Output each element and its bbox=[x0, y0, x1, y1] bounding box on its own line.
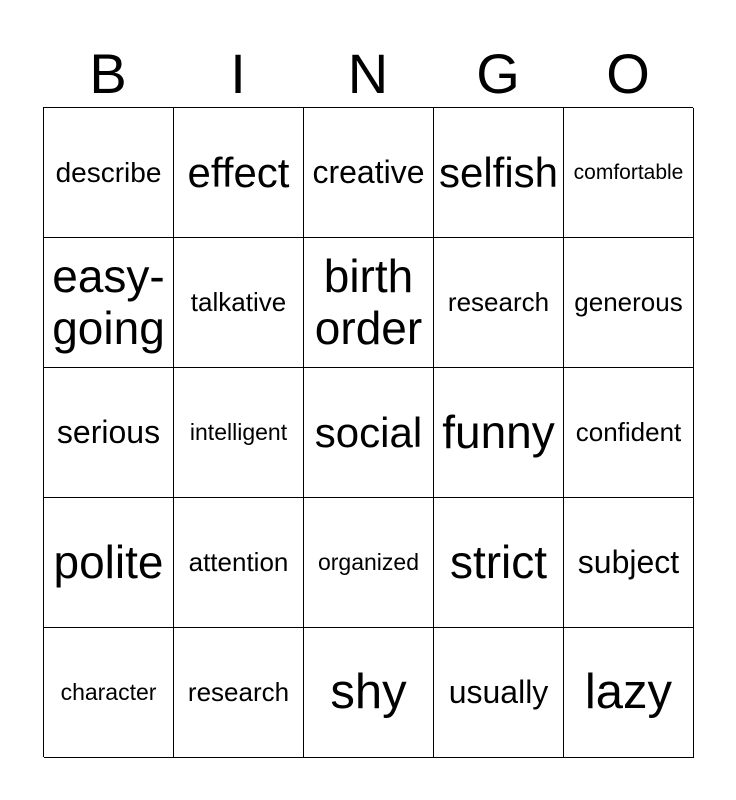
bingo-cell[interactable]: strict bbox=[434, 498, 564, 628]
header-letter-b: B bbox=[89, 42, 127, 105]
bingo-cell[interactable]: birth order bbox=[304, 238, 434, 368]
bingo-cell[interactable]: funny bbox=[434, 368, 564, 498]
bingo-cell[interactable]: describe bbox=[44, 108, 174, 238]
bingo-cell[interactable]: social bbox=[304, 368, 434, 498]
header-letter-g: G bbox=[476, 42, 520, 105]
bingo-cell[interactable]: effect bbox=[174, 108, 304, 238]
bingo-cell[interactable]: confident bbox=[564, 368, 694, 498]
bingo-cell[interactable]: polite bbox=[44, 498, 174, 628]
header-letter-n: N bbox=[347, 42, 389, 105]
bingo-cell[interactable]: easy- going bbox=[44, 238, 174, 368]
bingo-cell[interactable]: character bbox=[44, 628, 174, 758]
bingo-cell[interactable]: attention bbox=[174, 498, 304, 628]
bingo-cell[interactable]: talkative bbox=[174, 238, 304, 368]
bingo-cell[interactable]: subject bbox=[564, 498, 694, 628]
bingo-cell[interactable]: creative bbox=[304, 108, 434, 238]
bingo-cell[interactable]: research bbox=[434, 238, 564, 368]
bingo-cell[interactable]: organized bbox=[304, 498, 434, 628]
bingo-header bbox=[43, 40, 693, 108]
bingo-cell[interactable]: usually bbox=[434, 628, 564, 758]
bingo-cell[interactable]: generous bbox=[564, 238, 694, 368]
bingo-cell[interactable]: lazy bbox=[564, 628, 694, 758]
bingo-board bbox=[43, 107, 693, 757]
header-letter-o: O bbox=[606, 42, 650, 105]
bingo-cell[interactable]: shy bbox=[304, 628, 434, 758]
bingo-cell[interactable]: comfortable bbox=[564, 108, 694, 238]
bingo-cell[interactable]: intelligent bbox=[174, 368, 304, 498]
bingo-cell[interactable]: serious bbox=[44, 368, 174, 498]
header-letter-i: I bbox=[230, 42, 246, 105]
bingo-cell[interactable]: research bbox=[174, 628, 304, 758]
bingo-cell[interactable]: selfish bbox=[434, 108, 564, 238]
